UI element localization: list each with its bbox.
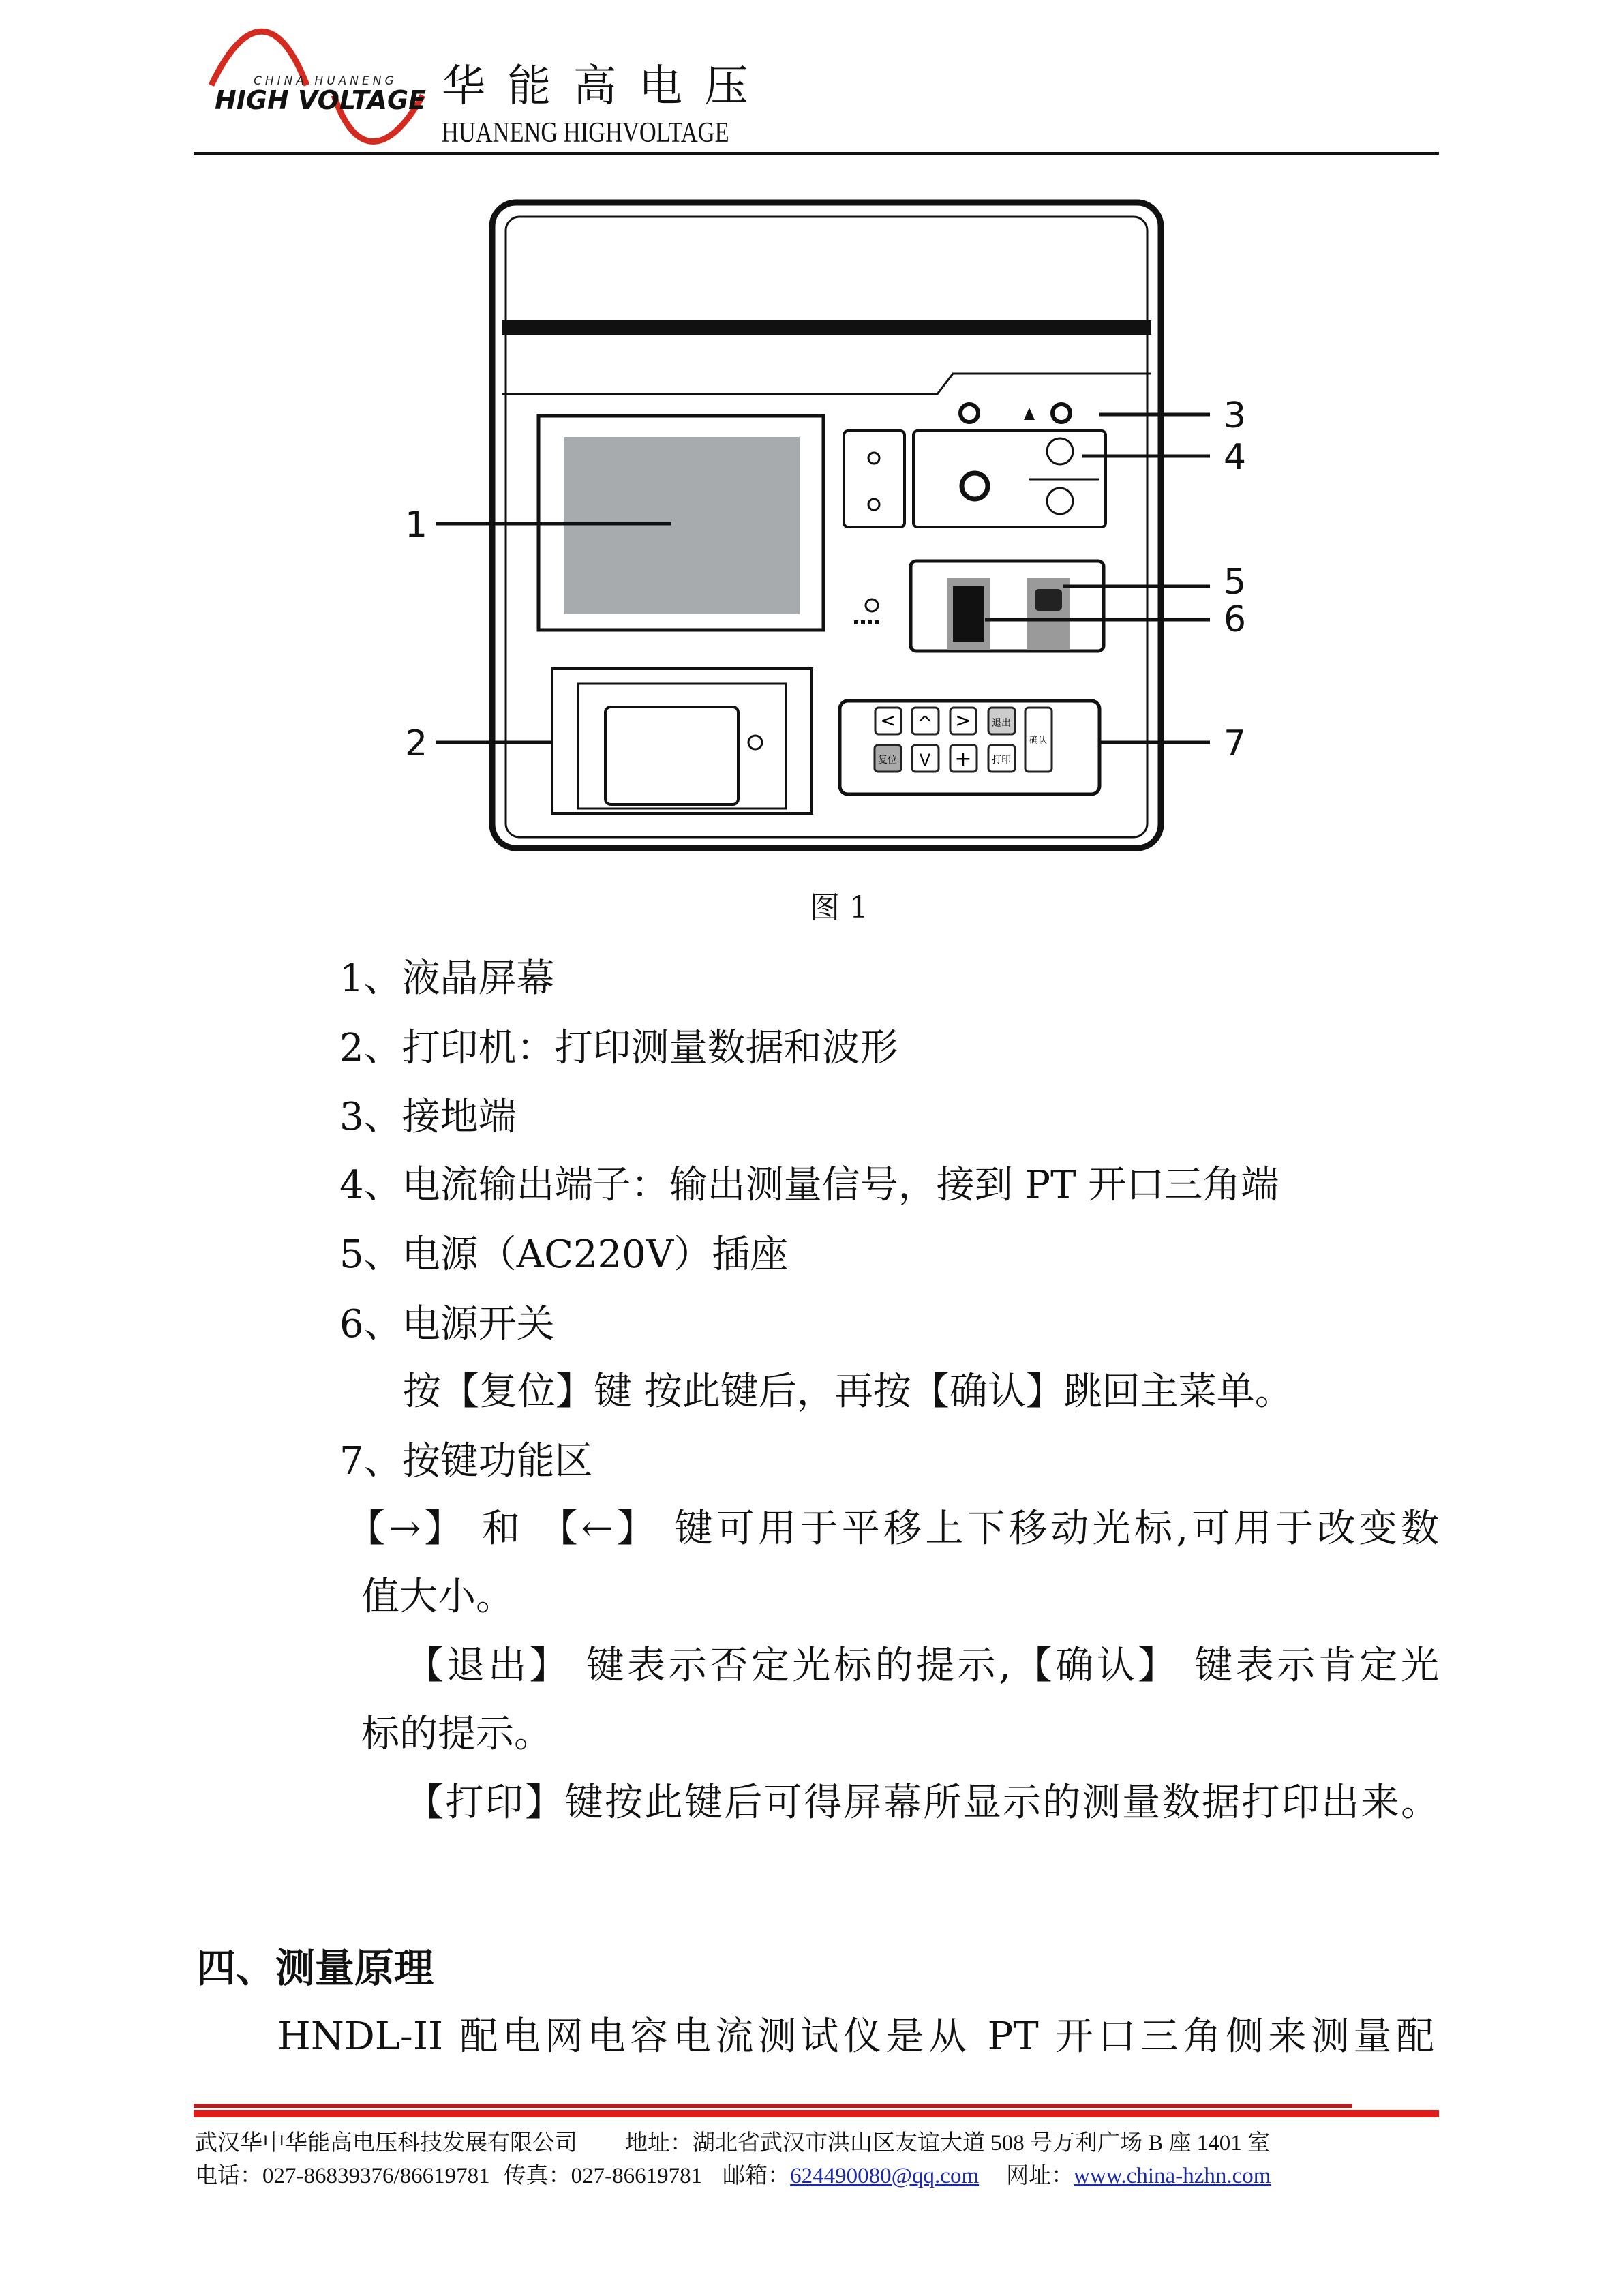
printer-frame [552, 669, 812, 813]
key-confirm-label: 确认 [1029, 736, 1048, 746]
key-right-label: > [955, 709, 971, 731]
power-panel [911, 561, 1104, 651]
key-reset-label: 复位 [878, 755, 897, 766]
list-item: 3、接地端 [339, 1095, 517, 1139]
footer-email-link[interactable]: 624490080@qq.com [790, 2164, 980, 2188]
callout-3: 3 [1224, 395, 1247, 436]
section-paragraph: HNDL-II 配电网电容电流测试仪是从 PT 开口三角侧来测量配 [277, 2014, 1434, 2059]
list-item: 标的提示。 [361, 1712, 552, 1756]
list-item: 4、电流输出端子：输出测量信号，接到 PT 开口三角端 [339, 1163, 1279, 1207]
footer-web-label: 网址： [1006, 2164, 1074, 2188]
callout-7: 7 [1224, 723, 1247, 764]
footer-company: 武汉华中华能高电压科技发展有限公司 [195, 2131, 577, 2156]
device-panel-diagram [0, 0, 1623, 886]
callout-5: 5 [1224, 562, 1247, 603]
footer-email-label: 邮箱： [723, 2164, 791, 2188]
key-plus-label: + [954, 747, 972, 771]
footer-phone: 电话：027-86839376/86619781 [195, 2164, 490, 2188]
logo-subtitle: CHINA HUANENG [254, 74, 397, 88]
list-item: 【打印】键按此键后可得屏幕所显示的测量数据打印出来。 [406, 1781, 1439, 1825]
footer-rule-dark [194, 2104, 1352, 2108]
power-socket [1035, 589, 1062, 611]
list-item: 【→】 和 【←】 键可用于平移上下移动光标,可用于改变数 [347, 1507, 1439, 1551]
callout-4: 4 [1224, 437, 1247, 478]
callout-1: 1 [405, 504, 428, 545]
list-item: 1、液晶屏幕 [339, 956, 555, 1001]
footer-rule-red [194, 2110, 1439, 2117]
brand-english: HUANENG HIGHVOLTAGE [442, 117, 729, 149]
key-left-label: < [880, 709, 896, 731]
callout-6: 6 [1224, 599, 1247, 640]
section-heading: 四、测量原理 [196, 1945, 434, 1991]
list-item: 按【复位】键 按此键后，再按【确认】跳回主菜单。 [403, 1370, 1293, 1414]
callout-2: 2 [405, 723, 428, 764]
logo-title: HIGH VOLTAGE [215, 85, 427, 115]
power-switch [953, 586, 984, 642]
footer-line-1 [195, 2131, 1270, 2156]
list-item: 2、打印机：打印测量数据和波形 [339, 1026, 898, 1070]
key-print-label: 打印 [992, 755, 1011, 766]
footer-address: 地址：湖北省武汉市洪山区友谊大道 508 号万利广场 B 座 1401 室 [625, 2131, 1271, 2156]
figure-caption: 图 1 [810, 890, 868, 925]
footer-web-link[interactable]: www.china-hzhn.com [1074, 2164, 1271, 2188]
list-item: 7、按键功能区 [339, 1439, 593, 1483]
lid-bar [502, 320, 1151, 335]
list-item: 【退出】 键表示否定光标的提示,【确认】 键表示肯定光 [406, 1644, 1439, 1688]
key-down-label: V [919, 751, 931, 770]
key-up-label: ^ [917, 712, 933, 734]
list-item: 5、电源（AC220V）插座 [339, 1233, 789, 1277]
list-item: 6、电源开关 [339, 1302, 555, 1346]
brand-chinese: 华 能 高 电 压 [442, 61, 753, 112]
list-item: 值大小。 [361, 1575, 514, 1619]
footer-line-2 [195, 2164, 1271, 2188]
lcd-screen [564, 437, 800, 614]
key-exit-label: 退出 [992, 718, 1011, 729]
footer-fax: 传真：027-86619781 [503, 2164, 703, 2188]
